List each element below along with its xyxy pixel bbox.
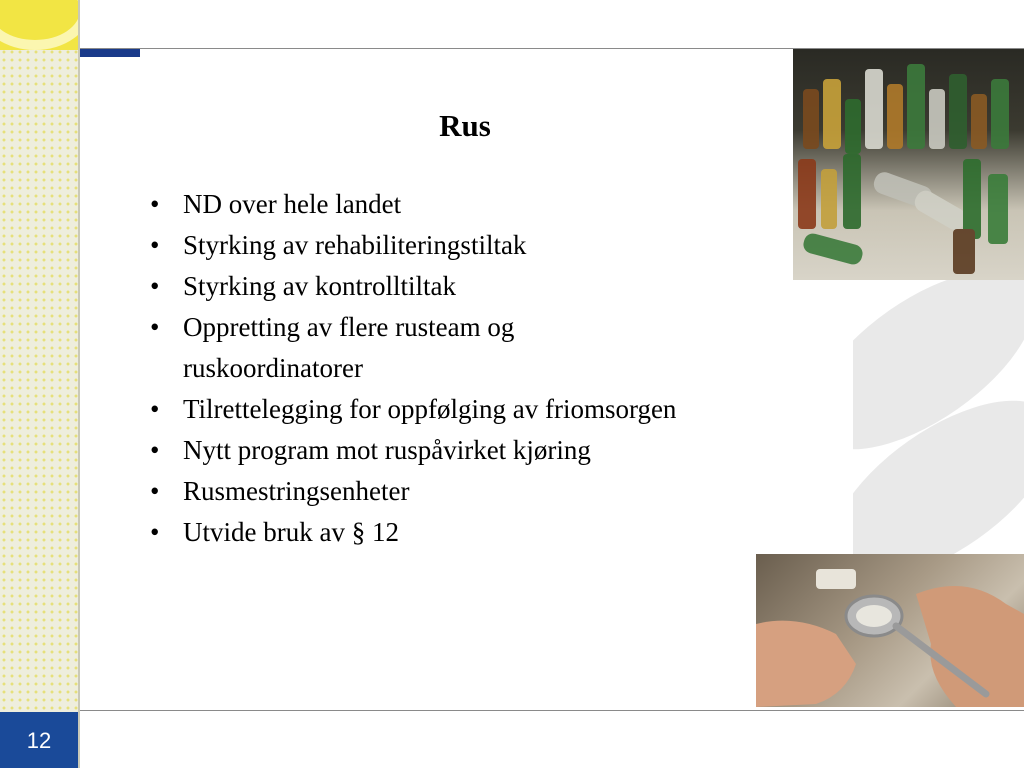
list-item (150, 184, 830, 225)
page-number: 12 (26, 728, 52, 753)
bottom-divider (80, 710, 1024, 711)
list-item (150, 389, 830, 430)
bullet-text: Oppretting av flere rusteam og ruskoordinatorer (183, 312, 515, 383)
bullet-dot: • (150, 312, 160, 342)
background-logo-shape (853, 280, 1024, 555)
bullet-text: Styrking av kontrolltiltak (183, 271, 456, 301)
bullet-dot: • (150, 517, 160, 547)
slide-title: Rus (439, 108, 491, 143)
blue-accent-bar (80, 49, 140, 57)
bullet-text: Utvide bruk av § 12 (183, 517, 399, 547)
list-item (150, 225, 830, 266)
bullet-text: Tilrettelegging for oppfølging av friomsorgen (183, 394, 677, 424)
bullet-dot: • (150, 476, 160, 506)
list-item (150, 266, 830, 307)
bullet-dot: • (150, 230, 160, 260)
logo-corner (0, 0, 78, 50)
spoon-photo (756, 554, 1024, 707)
bullet-text: Rusmestringsenheter (183, 476, 410, 506)
list-item (150, 512, 830, 553)
bullet-dot: • (150, 394, 160, 424)
logo-swoosh (0, 0, 78, 50)
bullet-dot: • (150, 435, 160, 465)
list-item (150, 471, 830, 512)
bullet-list (150, 184, 830, 553)
bullet-dot: • (150, 271, 160, 301)
bullet-text: Nytt program mot ruspåvirket kjøring (183, 435, 591, 465)
bullet-text: ND over hele landet (183, 189, 402, 219)
list-item (150, 307, 643, 389)
bullet-text: Styrking av rehabiliteringstiltak (183, 230, 527, 260)
bullet-dot: • (150, 189, 160, 219)
list-item (150, 430, 830, 471)
